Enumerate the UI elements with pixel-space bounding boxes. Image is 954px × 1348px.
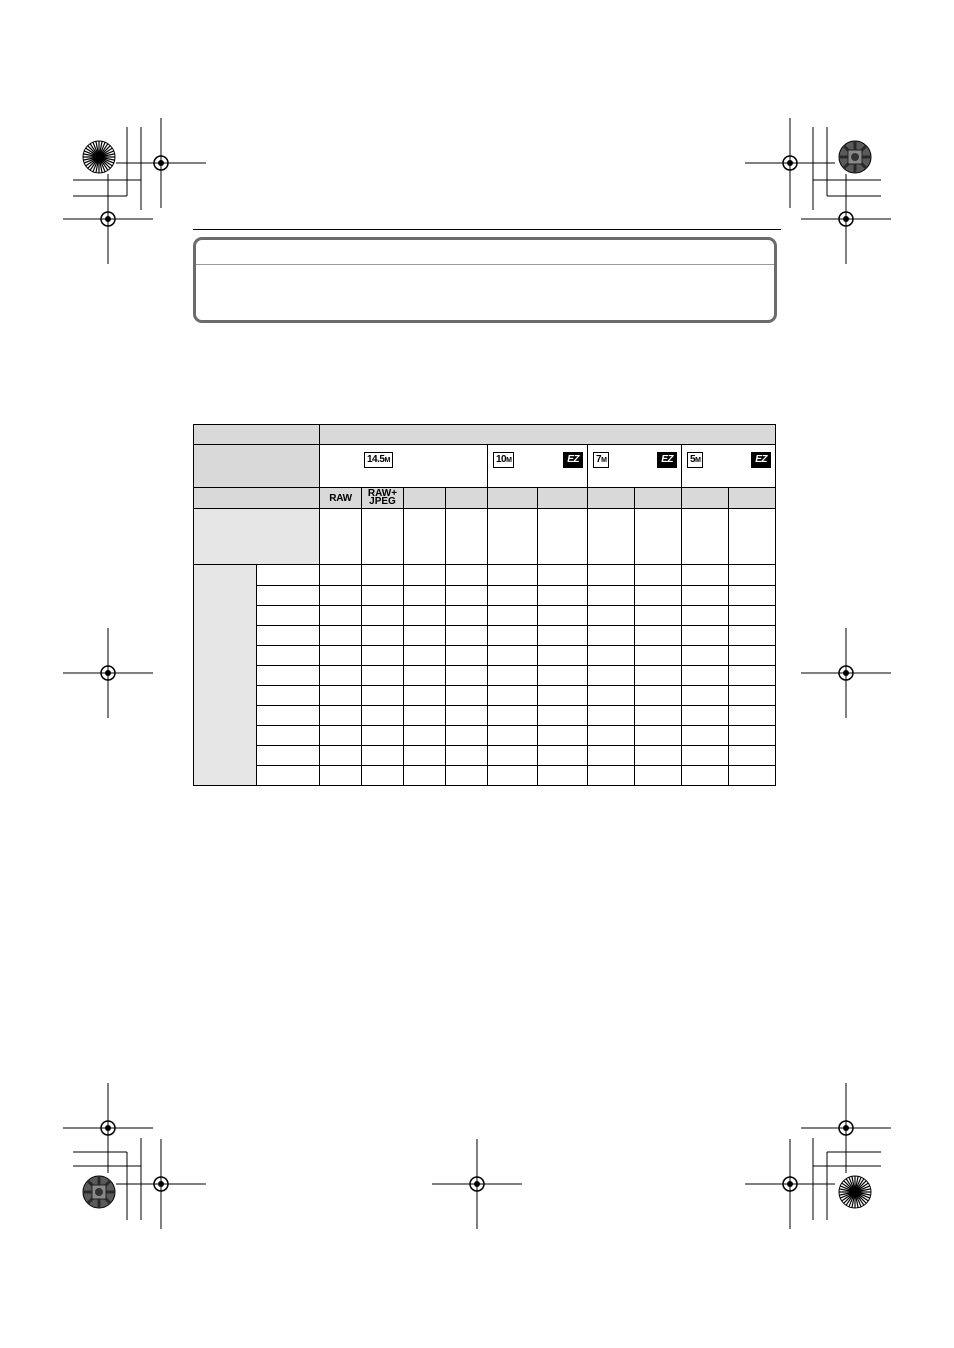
table-cell	[320, 766, 362, 786]
quality-label-cell	[194, 488, 320, 509]
registration-mark-icon	[745, 118, 835, 208]
table-cell	[538, 646, 588, 666]
table-cell	[635, 706, 682, 726]
size-cell-5m	[682, 445, 776, 488]
quality-cell	[682, 488, 729, 509]
quality-cell	[729, 488, 776, 509]
table-cell	[446, 606, 488, 626]
table-cell	[404, 666, 446, 686]
table-row	[194, 586, 776, 606]
table-cell	[538, 606, 588, 626]
quality-cell	[588, 488, 635, 509]
group-label-cell	[194, 565, 257, 786]
table-cell	[362, 646, 404, 666]
color-target-icon	[839, 1176, 871, 1208]
table-cell	[362, 565, 404, 586]
recordable-pictures-table	[193, 424, 776, 786]
table-cell	[488, 666, 538, 686]
quality-cell	[635, 488, 682, 509]
table-cell	[729, 646, 776, 666]
row-label-cell	[257, 666, 320, 686]
table-cell	[362, 509, 404, 565]
table-cell	[362, 586, 404, 606]
color-target-icon	[83, 141, 115, 173]
table-cell	[488, 686, 538, 706]
table-cell	[404, 686, 446, 706]
table-cell	[488, 706, 538, 726]
registration-mark-icon	[116, 118, 206, 208]
table-row	[194, 706, 776, 726]
table-cell	[635, 726, 682, 746]
table-cell	[446, 626, 488, 646]
size-7m-icon: 7M	[593, 452, 609, 468]
table-cell	[320, 606, 362, 626]
table-cell	[729, 509, 776, 565]
table-cell	[729, 586, 776, 606]
color-target-icon	[83, 1176, 115, 1208]
table-cell	[538, 509, 588, 565]
raw-icon: RAW	[329, 492, 352, 504]
table-cell	[404, 509, 446, 565]
quality-cell	[446, 488, 488, 509]
table-row	[194, 666, 776, 686]
table-cell	[538, 766, 588, 786]
table-cell	[635, 666, 682, 686]
row-label-cell	[257, 686, 320, 706]
table-cell	[635, 606, 682, 626]
table-cell	[588, 726, 635, 746]
picture-size-row	[194, 445, 776, 488]
table-cell	[362, 766, 404, 786]
table-cell	[446, 586, 488, 606]
raw-jpeg-icon-line1: RAW+	[367, 488, 398, 499]
table-cell	[404, 606, 446, 626]
registration-mark-icon	[432, 1139, 522, 1229]
table-cell	[635, 509, 682, 565]
table-cell	[404, 626, 446, 646]
section-title-box	[193, 237, 777, 323]
table-cell	[404, 766, 446, 786]
table-cell	[538, 726, 588, 746]
table-cell	[446, 509, 488, 565]
quality-raw-cell	[320, 488, 362, 509]
row-label-cell	[257, 565, 320, 586]
table-cell	[635, 646, 682, 666]
table-cell	[320, 565, 362, 586]
row-label-cell	[257, 726, 320, 746]
table-cell	[488, 606, 538, 626]
table-cell	[488, 565, 538, 586]
table-cell	[404, 746, 446, 766]
data-table	[193, 424, 776, 786]
table-cell	[404, 726, 446, 746]
table-cell	[320, 509, 362, 565]
table-cell	[446, 686, 488, 706]
table-cell	[362, 626, 404, 646]
table-cell	[538, 586, 588, 606]
table-cell	[488, 646, 538, 666]
quality-raw-jpeg-cell	[362, 488, 404, 509]
table-cell	[588, 606, 635, 626]
table-cell	[588, 565, 635, 586]
quality-row	[194, 488, 776, 509]
table-cell	[588, 646, 635, 666]
raw-jpeg-icon-line2: JPEG	[369, 496, 396, 507]
table-cell	[635, 766, 682, 786]
table-cell	[682, 606, 729, 626]
file-size-label-cell	[194, 509, 320, 565]
table-cell	[729, 766, 776, 786]
table-cell	[362, 706, 404, 726]
table-cell	[446, 565, 488, 586]
extended-zoom-icon: EZ	[657, 452, 677, 468]
table-cell	[588, 746, 635, 766]
registration-mark-icon	[801, 1083, 891, 1173]
color-target-icon	[839, 141, 871, 173]
table-cell	[729, 746, 776, 766]
table-cell	[488, 509, 538, 565]
table-cell	[538, 565, 588, 586]
table-cell	[538, 686, 588, 706]
table-cell	[682, 565, 729, 586]
table-cell	[446, 646, 488, 666]
registration-mark-icon	[116, 1139, 206, 1229]
table-cell	[588, 509, 635, 565]
picture-size-label-cell	[194, 445, 320, 488]
size-14m-icon: 14.5M	[364, 452, 393, 468]
table-cell	[362, 686, 404, 706]
table-cell	[362, 606, 404, 626]
table-cell	[362, 666, 404, 686]
table-cell	[320, 686, 362, 706]
table-row	[194, 626, 776, 646]
table-cell	[320, 706, 362, 726]
table-row	[194, 646, 776, 666]
extended-zoom-icon: EZ	[563, 452, 583, 468]
size-cell-10m	[488, 445, 588, 488]
table-cell	[682, 586, 729, 606]
header-cell	[194, 425, 320, 445]
size-10m-icon: 10M	[493, 452, 514, 468]
registration-mark-icon	[801, 628, 891, 718]
table-cell	[588, 586, 635, 606]
table-row	[194, 766, 776, 786]
table-header-row	[194, 425, 776, 445]
registration-mark-icon	[63, 174, 153, 264]
table-cell	[588, 766, 635, 786]
table-cell	[729, 686, 776, 706]
registration-mark-icon	[63, 628, 153, 718]
size-cell-14m	[320, 445, 488, 488]
table-cell	[538, 706, 588, 726]
table-cell	[320, 626, 362, 646]
table-cell	[446, 746, 488, 766]
table-cell	[729, 706, 776, 726]
table-cell	[320, 646, 362, 666]
registration-mark-icon	[63, 1083, 153, 1173]
size-5m-icon: 5M	[687, 452, 703, 468]
row-label-cell	[257, 606, 320, 626]
table-cell	[682, 509, 729, 565]
table-cell	[729, 606, 776, 626]
quality-cell	[538, 488, 588, 509]
table-cell	[729, 626, 776, 646]
row-label-cell	[257, 746, 320, 766]
table-cell	[635, 626, 682, 646]
table-cell	[320, 666, 362, 686]
table-cell	[729, 726, 776, 746]
table-cell	[488, 766, 538, 786]
table-cell	[320, 746, 362, 766]
table-cell	[320, 726, 362, 746]
row-label-cell	[257, 646, 320, 666]
table-cell	[588, 666, 635, 686]
table-cell	[404, 646, 446, 666]
table-cell	[362, 726, 404, 746]
table-row	[194, 726, 776, 746]
table-cell	[635, 565, 682, 586]
table-cell	[446, 706, 488, 726]
table-cell	[404, 706, 446, 726]
quality-cell	[404, 488, 446, 509]
registration-mark-icon	[745, 1139, 835, 1229]
table-cell	[729, 565, 776, 586]
table-cell	[446, 766, 488, 786]
header-cell	[320, 425, 776, 445]
table-cell	[404, 565, 446, 586]
table-cell	[682, 726, 729, 746]
extended-zoom-icon: EZ	[751, 452, 771, 468]
table-cell	[588, 706, 635, 726]
row-label-cell	[257, 586, 320, 606]
table-cell	[682, 746, 729, 766]
table-cell	[446, 726, 488, 746]
row-label-cell	[257, 766, 320, 786]
table-row	[194, 565, 776, 586]
table-cell	[635, 586, 682, 606]
table-cell	[682, 666, 729, 686]
header-rule	[193, 229, 781, 230]
table-cell	[588, 686, 635, 706]
table-cell	[538, 746, 588, 766]
table-row	[194, 606, 776, 626]
table-cell	[446, 666, 488, 686]
table-cell	[682, 706, 729, 726]
table-cell	[362, 746, 404, 766]
table-cell	[404, 586, 446, 606]
title-box-divider	[196, 264, 774, 265]
table-cell	[488, 586, 538, 606]
table-cell	[538, 666, 588, 686]
table-cell	[488, 626, 538, 646]
registration-mark-icon	[801, 174, 891, 264]
size-cell-7m	[588, 445, 682, 488]
row-label-cell	[257, 626, 320, 646]
table-cell	[488, 746, 538, 766]
table-cell	[320, 586, 362, 606]
table-cell	[635, 746, 682, 766]
table-cell	[682, 626, 729, 646]
table-row	[194, 746, 776, 766]
row-label-cell	[257, 706, 320, 726]
table-cell	[635, 686, 682, 706]
table-cell	[682, 766, 729, 786]
file-size-row	[194, 509, 776, 565]
table-cell	[682, 646, 729, 666]
table-cell	[682, 686, 729, 706]
table-cell	[588, 626, 635, 646]
table-row	[194, 686, 776, 706]
table-cell	[729, 666, 776, 686]
quality-cell	[488, 488, 538, 509]
table-cell	[488, 726, 538, 746]
table-cell	[538, 626, 588, 646]
